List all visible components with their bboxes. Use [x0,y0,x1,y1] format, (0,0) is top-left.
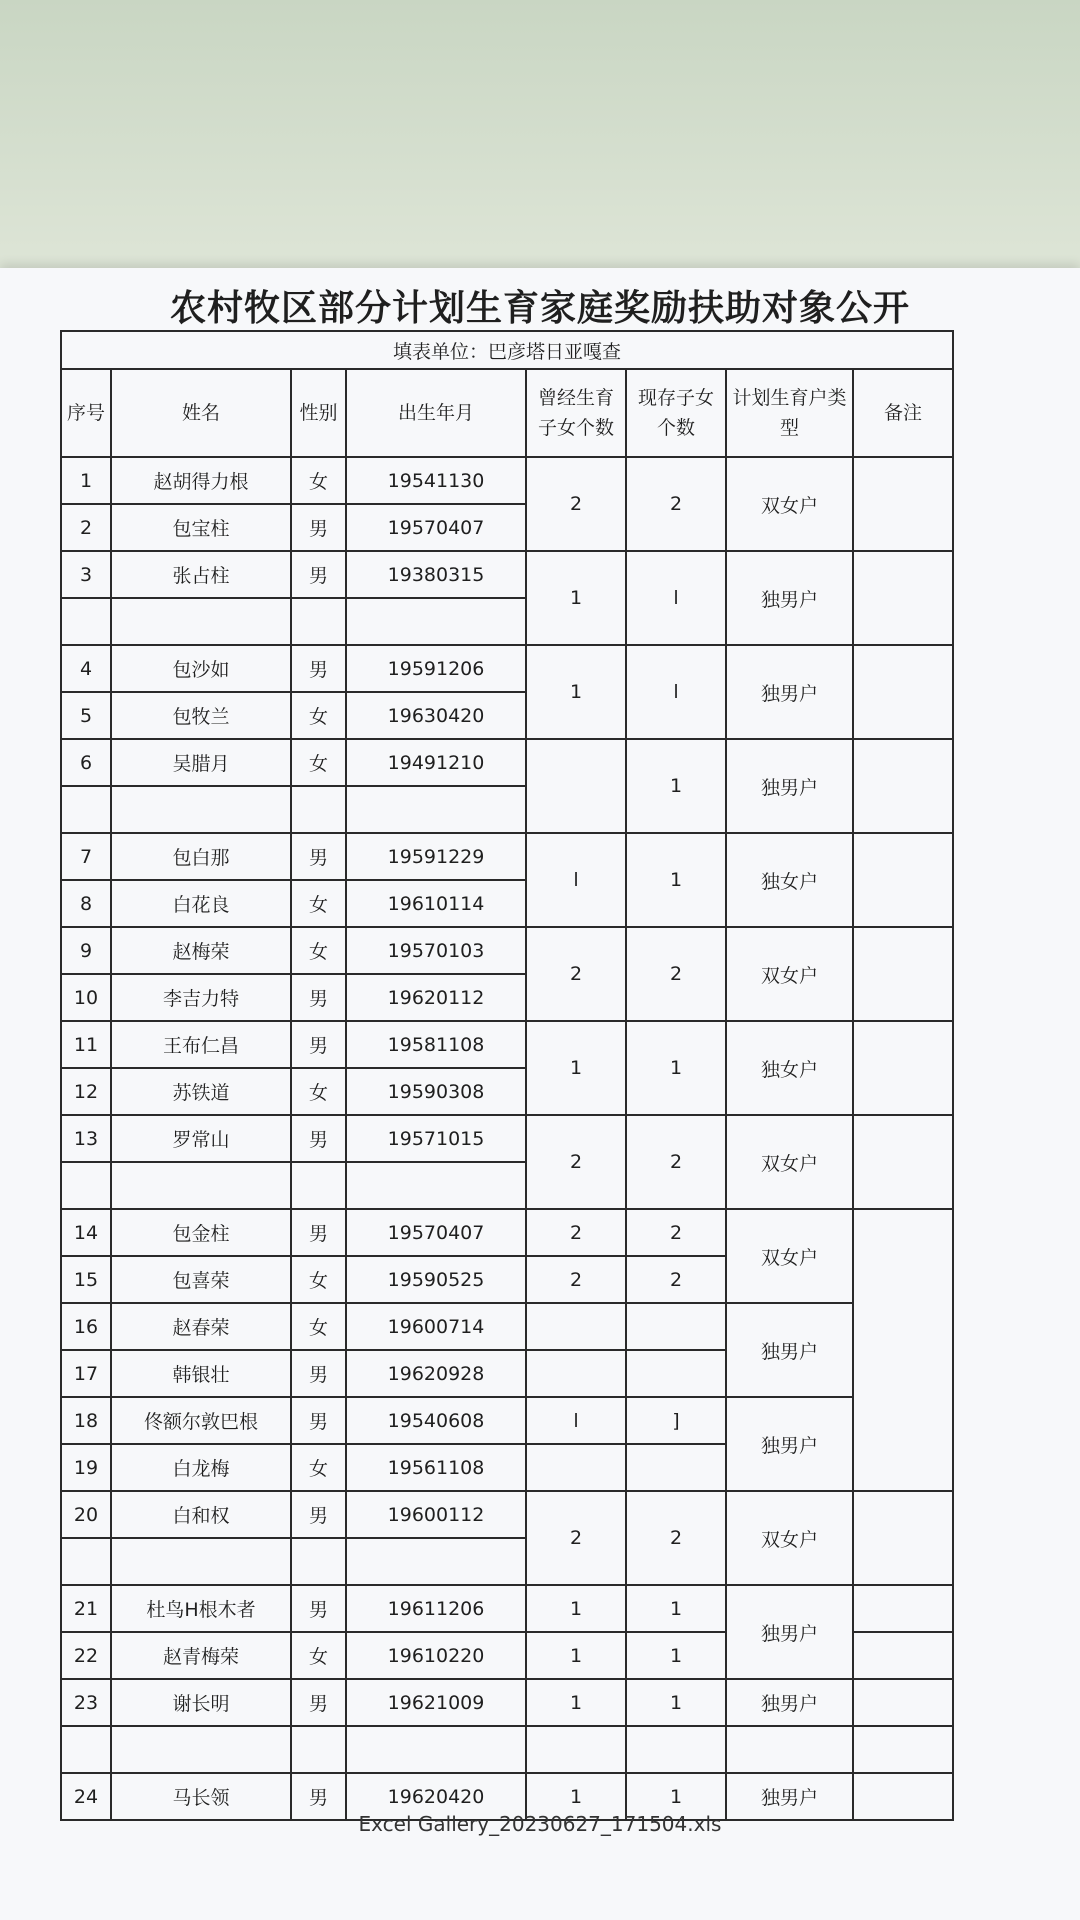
document-title: 农村牧区部分计划生育家庭奖励扶助对象公开 [169,288,910,329]
cell-no: 1 [61,457,111,504]
cell-no [61,1726,111,1773]
cell-children-living: 1 [626,1021,726,1115]
cell-sex [291,1726,346,1773]
cell-children-living [626,1350,726,1397]
cell-children-born: 1 [526,1632,626,1679]
cell-household-type: 独男户 [726,739,853,833]
cell-note [853,645,953,739]
cell-birth [346,1726,526,1773]
cell-no: 7 [61,833,111,880]
cell-household-type [726,1726,853,1773]
cell-name: 佟额尔敦巴根 [111,1397,291,1444]
cell-no: 12 [61,1068,111,1115]
cell-birth: 19540608 [346,1397,526,1444]
cell-children-born: 1 [526,1585,626,1632]
cell-children-born [526,1303,626,1350]
cell-name: 韩银壮 [111,1350,291,1397]
cell-children-living: 1 [626,739,726,833]
cell-children-living: 2 [626,927,726,1021]
cell-name: 马长领 [111,1773,291,1820]
cell-birth: 19610114 [346,880,526,927]
cell-sex: 男 [291,1491,346,1538]
cell-note [853,457,953,551]
cell-name [111,1726,291,1773]
table-row [61,1397,953,1444]
cell-children-born: 1 [526,1679,626,1726]
cell-note [853,1632,953,1679]
cell-children-born: 1 [526,1021,626,1115]
cell-sex: 女 [291,739,346,786]
cell-children-born: 2 [526,927,626,1021]
cell-children-born [526,1350,626,1397]
cell-children-living [626,1303,726,1350]
cell-children-living: 2 [626,1256,726,1303]
cell-no: 21 [61,1585,111,1632]
cell-no: 4 [61,645,111,692]
cell-children-born: 2 [526,1256,626,1303]
cell-children-born: 1 [526,1773,626,1820]
cell-name: 白花良 [111,880,291,927]
cell-note [853,551,953,645]
header-birth: 出生年月 [346,369,526,457]
cell-household-type: 双女户 [726,1115,853,1209]
table-row [61,1021,953,1068]
cell-sex: 男 [291,1209,346,1256]
cell-birth: 19570407 [346,504,526,551]
cell-birth: 19620112 [346,974,526,1021]
header-row [61,369,953,457]
cell-sex: 女 [291,1303,346,1350]
header-no: 序号 [61,369,111,457]
cell-birth: 19570103 [346,927,526,974]
cell-birth: 19611206 [346,1585,526,1632]
cell-sex: 男 [291,1679,346,1726]
cell-household-type: 双女户 [726,1491,853,1585]
cell-name: 李吉力特 [111,974,291,1021]
cell-no: 16 [61,1303,111,1350]
cell-children-born: l [526,833,626,927]
cell-birth: 19380315 [346,551,526,598]
cell-name: 杜鸟H根木者 [111,1585,291,1632]
cell-birth: 19620928 [346,1350,526,1397]
cell-birth: 19561108 [346,1444,526,1491]
cell-children-born [526,1444,626,1491]
cell-name: 包金柱 [111,1209,291,1256]
cell-sex: 男 [291,551,346,598]
header-children-living: 现存子女个数 [626,369,726,457]
cell-no: 19 [61,1444,111,1491]
cell-name: 赵春荣 [111,1303,291,1350]
cell-name: 白龙梅 [111,1444,291,1491]
table-row [61,1679,953,1726]
cell-birth: 19590525 [346,1256,526,1303]
cell-children-born: 2 [526,1115,626,1209]
cell-name: 包喜荣 [111,1256,291,1303]
cell-note [853,1209,953,1491]
cell-sex: 男 [291,1350,346,1397]
cell-note [853,1491,953,1585]
cell-name: 苏铁道 [111,1068,291,1115]
table-row [61,1115,953,1162]
cell-birth [346,786,526,833]
table-row [61,739,953,786]
cell-household-type: 独女户 [726,833,853,927]
cell-children-living: 2 [626,1115,726,1209]
cell-sex [291,598,346,645]
cell-children-born: 1 [526,645,626,739]
cell-birth: 19541130 [346,457,526,504]
cell-name [111,1162,291,1209]
cell-household-type: 双女户 [726,457,853,551]
cell-sex: 男 [291,1115,346,1162]
cell-sex [291,1538,346,1585]
table-row [61,1585,953,1632]
cell-children-born [526,1726,626,1773]
cell-children-born: 2 [526,457,626,551]
table-row [61,457,953,504]
cell-name: 包沙如 [111,645,291,692]
cell-note [853,1726,953,1773]
cell-sex: 女 [291,927,346,974]
header-sex: 性别 [291,369,346,457]
cell-no [61,598,111,645]
cell-no: 3 [61,551,111,598]
cell-note [853,1115,953,1209]
cell-birth [346,1538,526,1585]
cell-household-type: 独男户 [726,1303,853,1397]
cell-sex: 男 [291,833,346,880]
table-row [61,645,953,692]
cell-household-type: 独男户 [726,1773,853,1820]
cell-no: 14 [61,1209,111,1256]
cell-birth: 19581108 [346,1021,526,1068]
cell-birth: 19591206 [346,645,526,692]
cell-no: 15 [61,1256,111,1303]
cell-name [111,1538,291,1585]
cell-no: 11 [61,1021,111,1068]
cell-sex [291,786,346,833]
cell-name: 包牧兰 [111,692,291,739]
cell-children-living: 2 [626,1209,726,1256]
cell-household-type: 双女户 [726,927,853,1021]
cell-children-born: 2 [526,1491,626,1585]
cell-birth [346,1162,526,1209]
cell-sex: 女 [291,1444,346,1491]
cell-no: 8 [61,880,111,927]
cell-no [61,1538,111,1585]
cell-no: 17 [61,1350,111,1397]
cell-no: 6 [61,739,111,786]
cell-name: 王布仁昌 [111,1021,291,1068]
cell-name: 白和权 [111,1491,291,1538]
cell-no: 13 [61,1115,111,1162]
cell-children-living: ] [626,1397,726,1444]
cell-sex: 女 [291,1632,346,1679]
cell-sex: 男 [291,1397,346,1444]
cell-children-living: l [626,645,726,739]
cell-no: 20 [61,1491,111,1538]
cell-sex: 女 [291,1256,346,1303]
table-row [61,1209,953,1256]
cell-sex: 女 [291,692,346,739]
cell-name: 罗常山 [111,1115,291,1162]
header-note: 备注 [853,369,953,457]
cell-children-living [626,1444,726,1491]
background-wall [0,0,1080,290]
cell-no: 18 [61,1397,111,1444]
cell-children-born: 1 [526,551,626,645]
cell-birth: 19591229 [346,833,526,880]
cell-birth: 19571015 [346,1115,526,1162]
cell-name: 赵青梅荣 [111,1632,291,1679]
cell-no: 23 [61,1679,111,1726]
cell-note [853,739,953,833]
unit-label: 填表单位：巴彦塔日亚嘎查 [61,331,953,369]
cell-household-type: 独男户 [726,1585,853,1679]
table-row [61,927,953,974]
cell-birth: 19600112 [346,1491,526,1538]
cell-children-born [526,739,626,833]
cell-sex: 男 [291,974,346,1021]
cell-children-living: 1 [626,1632,726,1679]
table-row [61,1303,953,1350]
cell-household-type: 独女户 [726,1021,853,1115]
cell-name: 包白那 [111,833,291,880]
cell-children-living: l [626,551,726,645]
cell-no: 24 [61,1773,111,1820]
cell-children-living: 1 [626,833,726,927]
cell-note [853,1021,953,1115]
cell-birth: 19621009 [346,1679,526,1726]
cell-children-living: 2 [626,1491,726,1585]
cell-name [111,598,291,645]
cell-no: 2 [61,504,111,551]
cell-children-born: l [526,1397,626,1444]
cell-sex: 男 [291,504,346,551]
cell-children-living: 1 [626,1585,726,1632]
cell-no: 10 [61,974,111,1021]
cell-children-living: 2 [626,457,726,551]
cell-no: 22 [61,1632,111,1679]
cell-household-type: 独男户 [726,645,853,739]
cell-name: 赵胡得力根 [111,457,291,504]
cell-birth: 19570407 [346,1209,526,1256]
cell-sex: 女 [291,1068,346,1115]
cell-birth: 19491210 [346,739,526,786]
cell-birth: 19620420 [346,1773,526,1820]
cell-note [853,927,953,1021]
cell-sex: 男 [291,1773,346,1820]
cell-children-living: 1 [626,1773,726,1820]
cell-sex: 男 [291,645,346,692]
table-row [61,1491,953,1538]
header-name: 姓名 [111,369,291,457]
cell-sex: 男 [291,1021,346,1068]
cell-no [61,786,111,833]
cell-no [61,1162,111,1209]
cell-name [111,786,291,833]
cell-birth: 19630420 [346,692,526,739]
cell-household-type: 独男户 [726,551,853,645]
cell-name: 谢长明 [111,1679,291,1726]
cell-name: 包宝柱 [111,504,291,551]
cell-household-type: 双女户 [726,1209,853,1303]
table-row [61,1726,953,1773]
cell-birth: 19590308 [346,1068,526,1115]
cell-children-born: 2 [526,1209,626,1256]
allowance-table [60,330,954,1821]
cell-name: 赵梅荣 [111,927,291,974]
cell-sex [291,1162,346,1209]
table-row [61,833,953,880]
cell-no: 9 [61,927,111,974]
file-name-footer: Excel Gallery_20230627_171504.xls [358,1812,722,1836]
cell-note [853,1585,953,1632]
header-household-type: 计划生育户类型 [726,369,853,457]
cell-note [853,1679,953,1726]
cell-birth: 19610220 [346,1632,526,1679]
cell-birth [346,598,526,645]
cell-sex: 男 [291,1585,346,1632]
table-row [61,551,953,598]
cell-household-type: 独男户 [726,1397,853,1491]
cell-sex: 女 [291,457,346,504]
header-children-born: 曾经生育子女个数 [526,369,626,457]
cell-children-living [626,1726,726,1773]
cell-note [853,833,953,927]
cell-children-living: 1 [626,1679,726,1726]
cell-name: 张占柱 [111,551,291,598]
cell-household-type: 独男户 [726,1679,853,1726]
cell-no: 5 [61,692,111,739]
cell-sex: 女 [291,880,346,927]
cell-birth: 19600714 [346,1303,526,1350]
cell-name: 吴腊月 [111,739,291,786]
